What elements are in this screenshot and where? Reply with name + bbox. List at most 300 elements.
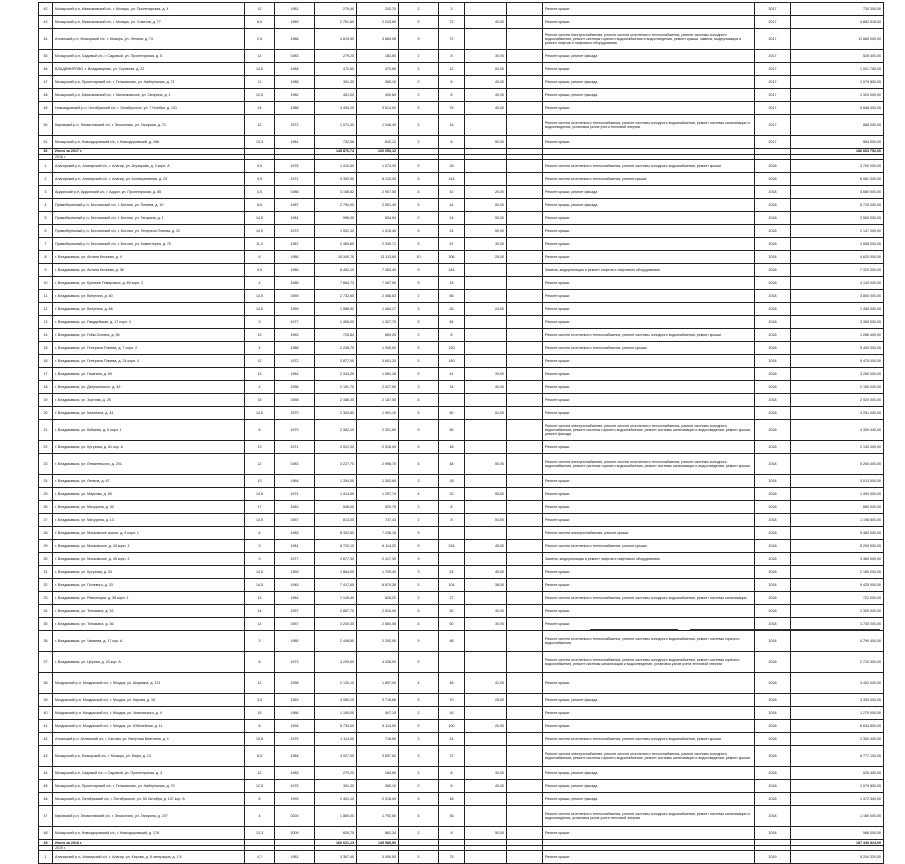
table-row — [39, 303, 884, 316]
cell-number: 39 — [39, 694, 53, 707]
cell-blank — [507, 29, 543, 50]
cell-living-area: 3 660,08 — [357, 29, 399, 50]
cell-floors: 5 — [399, 368, 439, 381]
cell-plan-year: 2018 — [755, 173, 791, 186]
cell-total-area: 3 367,40 — [315, 851, 357, 864]
cell-wear: 8 — [245, 652, 275, 673]
cell-work-type: Ремонт систем отопления и теплоснабжения, ремонт системы холодного водоснабжения, ремонт системы горячего водоснабжения — [543, 631, 755, 652]
cell-year-built: 1972 — [275, 355, 315, 368]
cell-total-area: 1 114,00 — [315, 733, 357, 746]
cell-blank — [507, 631, 543, 652]
cell-year-built: 1975 — [275, 780, 315, 793]
cell-unit-cost: 20,00 — [465, 720, 507, 733]
cell-year-built: 2009 — [275, 827, 315, 840]
cell-apartments: 12 — [439, 63, 465, 76]
cell-number: 6 — [39, 225, 53, 238]
cell-total-area: 4 527,00 — [315, 746, 357, 767]
cell-work-type: Ремонт крыши — [543, 316, 755, 329]
cell-plan-year: 2018 — [755, 793, 791, 806]
cell-wear: 8,5 — [245, 199, 275, 212]
cell-number: 38 — [39, 673, 53, 694]
cell-total-area: 7 417,65 — [315, 579, 357, 592]
cell-cost: 1 160 000,00 — [791, 806, 884, 827]
cell-year-built: 1988 — [275, 342, 315, 355]
cell-total-area: 3 227,70 — [315, 454, 357, 475]
cell-work-type: Ремонт крыши — [543, 355, 755, 368]
cell-wear: 14,5 — [245, 514, 275, 527]
cell-floors: 2 — [399, 767, 439, 780]
cell-blank — [507, 303, 543, 316]
cell-cost: 2 300 000,00 — [791, 605, 884, 618]
cell-floors: 9 — [399, 420, 439, 441]
cell-wear: 12 — [245, 673, 275, 694]
cell-wear: 14,5 — [245, 579, 275, 592]
table-row — [39, 50, 884, 63]
cell-work-type: Замена, модернизация и ремонт лифтов и лифтового оборудования — [543, 264, 755, 277]
cell-work-type: Ремонт крыши — [543, 618, 755, 631]
cell-address: Моздокский р-н, Моздокский с/с, г. Моздок, ул. Юбилейная, д. 11 — [53, 720, 245, 733]
cell-unit-cost — [465, 342, 507, 355]
table-row — [39, 566, 884, 579]
cell-work-type: Ремонт крыши — [543, 605, 755, 618]
cell-floors: 5 — [399, 355, 439, 368]
cell-wear: 12 — [245, 3, 275, 16]
cell-floors: 5 — [399, 407, 439, 420]
cell-work-type: Ремонт крыши, ремонт фасада — [543, 780, 755, 793]
cell-cost: 4 620 000,00 — [791, 251, 884, 264]
cell-total-area: 2 181,70 — [315, 381, 357, 394]
cell-total-area: 1 588,92 — [315, 303, 357, 316]
cell-wear: 14,5 — [245, 488, 275, 501]
cell-blank — [507, 553, 543, 566]
cell-apartments: 8 — [439, 501, 465, 514]
cell-blank — [507, 618, 543, 631]
cell-wear: 3,5 — [245, 186, 275, 199]
cell-living-area: 184,60 — [357, 767, 399, 780]
table-row — [39, 454, 884, 475]
cell-address: Алагирский р-н, Алагирский с/с, г. Алагир, ул. Кирова, д. 8 литерация, д. 1 Б — [53, 851, 245, 864]
cell-address: г. Владикавказ, ул. Леваневского, д. 201 — [53, 454, 245, 475]
cell-year-built: 2003 — [275, 806, 315, 827]
cell-work-type: Ремонт крыши, ремонт фасада — [543, 76, 755, 89]
cell-apartments: 120 — [439, 342, 465, 355]
cell-number: 4 — [39, 199, 53, 212]
cell-wear: 14,5 — [245, 407, 275, 420]
cell-number: 7 — [39, 238, 53, 251]
cell-wear: 14,5 — [245, 212, 275, 225]
cell-blank — [507, 475, 543, 488]
cell-wear: 14,5 — [245, 290, 275, 303]
cell-address: Мозырский р-н, Садовый с/с, г. Садовый, ул. Пролетарская, д. 3 — [53, 767, 245, 780]
cell-number: 47 — [39, 76, 53, 89]
cell-address: г. Владикавказ, ул. Ватутина, д. 68 — [53, 303, 245, 316]
cell-unit-cost: 50,00 — [465, 454, 507, 475]
cell-wear: 3 — [245, 631, 275, 652]
cell-cost: 2 165 000,00 — [791, 566, 884, 579]
cell-number: 43 — [39, 16, 53, 29]
cell-apartments: 48 — [439, 454, 465, 475]
cell-living-area: 1 709,40 — [357, 566, 399, 579]
cell-apartments: 100 — [439, 720, 465, 733]
cell-number: 22 — [39, 441, 53, 454]
cell-apartments: 18 — [439, 277, 465, 290]
cell-floors: 9 — [399, 29, 439, 50]
table-row — [39, 29, 884, 50]
table-row — [39, 652, 884, 673]
cell-address: г. Владикавказ, ул. Зортова, д. 25 — [53, 394, 245, 407]
cell-cost: 4 140 000,00 — [791, 277, 884, 290]
cell-address: Моздокский р-н, Моздокский с/с, г. Моздок, ул. Шаумяна, д. 121 — [53, 673, 245, 694]
cell-cost: 11 680 000,00 — [791, 29, 884, 50]
cell-wear: 12 — [245, 767, 275, 780]
cell-address: Итого за 2018 г. — [53, 840, 245, 846]
cell-floors: 5 — [399, 394, 439, 407]
cell-total-area: 3 494,20 — [315, 102, 357, 115]
cell-wear: 14,5 — [245, 225, 275, 238]
cell-address: 2018 г. — [53, 155, 245, 160]
cell-address: Атланский р-н, Мозырский с/с, г. Мозырь, ул. Ленина, д. 74 — [53, 29, 245, 50]
cell-wear: 8 — [245, 720, 275, 733]
cell-floors: 5 — [399, 225, 439, 238]
cell-year-built: 1983 — [275, 527, 315, 540]
cell-floors: 2 — [399, 136, 439, 149]
cell-total-area: 2 238,70 — [315, 342, 357, 355]
cell-blank — [507, 827, 543, 840]
cell-total-area: 4 619,50 — [315, 29, 357, 50]
cell-wear: 3 — [245, 540, 275, 553]
cell-living-area: 626,20 — [357, 592, 399, 605]
table-row — [39, 527, 884, 540]
table-row — [39, 290, 884, 303]
cell-address: г. Владикавказ, ул. Гейко Бонита, д. 36 — [53, 329, 245, 342]
table-row — [39, 212, 884, 225]
cell-total-area: 813,30 — [315, 514, 357, 527]
register-sheet — [38, 2, 883, 864]
cell-work-type: Ремонт крыши — [543, 501, 755, 514]
table-row — [39, 238, 884, 251]
table-row — [39, 806, 884, 827]
cell-year-built: 1982 — [275, 501, 315, 514]
cell-address: г. Владикавказ, ул. Кутузова, д. 53 — [53, 566, 245, 579]
cell-living-area: 8 120,30 — [357, 173, 399, 186]
table-row — [39, 381, 884, 394]
cell-total-area: 279,20 — [315, 50, 357, 63]
cell-plan-year: 2018 — [755, 475, 791, 488]
cell-floors: 5 — [399, 173, 439, 186]
cell-unit-cost: 53,00 — [465, 63, 507, 76]
cell-cost: 5 264 400,00 — [791, 454, 884, 475]
cell-number: 44 — [39, 767, 53, 780]
cell-work-type: Ремонт систем электроснабжения, ремонт систем отопления и теплоснабжения, ремонт системы холодного водоснабжения, ремонт системы горячего водоснабжения, ремонт системы канализации и водоотведения, ремонт крыши — [543, 746, 755, 767]
cell-year-built: 1987 — [275, 238, 315, 251]
cell-work-type: Ремонт систем отопления и теплоснабжения, ремонт системы холодного водоснабжения, ремонт крыши — [543, 160, 755, 173]
cell-year-built: 1986 — [275, 186, 315, 199]
cell-number: 36 — [39, 631, 53, 652]
cell-number: 1 — [39, 160, 53, 173]
cell-living-area: 365,10 — [357, 780, 399, 793]
cell-year-built: 1959 — [275, 303, 315, 316]
cell-wear: 4,5 — [245, 160, 275, 173]
cell-number: 51 — [39, 136, 53, 149]
cell-plan-year: 2018 — [755, 394, 791, 407]
cell-apartments: 44 — [439, 199, 465, 212]
cell-wear: 4,5 — [245, 264, 275, 277]
cell-wear: 15 — [245, 394, 275, 407]
cell-living-area: 2 243,60 — [357, 16, 399, 29]
cell-plan-year: 2017 — [755, 3, 791, 16]
cell-year-built: 1981 — [275, 3, 315, 16]
cell-total-area: 3 205,30 — [315, 618, 357, 631]
cell-floors: 2 — [399, 514, 439, 527]
cell-year-built: 1957 — [275, 605, 315, 618]
cell-address: Моздокский р-н, Моздокский с/с, г. Моздок, ул. Кирова, д. 16 — [53, 694, 245, 707]
cell-wear: 13,3 — [245, 136, 275, 149]
cell-blank — [507, 199, 543, 212]
cell-plan-year: 2018 — [755, 631, 791, 652]
cell-plan-year: 2017 — [755, 89, 791, 102]
table-row — [39, 605, 884, 618]
cell-floors: 5 — [399, 694, 439, 707]
cell-blank — [507, 115, 543, 136]
cell-cost: 1 198 800,00 — [791, 514, 884, 527]
cell-address: г. Владикавказ, ул. Тельмана, д. 33 — [53, 605, 245, 618]
table-row — [39, 394, 884, 407]
cell-number: 41 — [39, 720, 53, 733]
cell-plan-year: 2018 — [755, 806, 791, 827]
cell-year-built: 1994 — [275, 720, 315, 733]
cell-total-area: 2 761,60 — [315, 16, 357, 29]
cell-cost: 680 000,00 — [791, 501, 884, 514]
cell-plan-year: 2018 — [755, 827, 791, 840]
cell-cost: 3 280 000,00 — [791, 368, 884, 381]
cell-cost: 9 425 000,00 — [791, 579, 884, 592]
cell-apartments: 72 — [439, 746, 465, 767]
cell-living-area: 1 302,60 — [357, 475, 399, 488]
cell-work-type: Ремонт крыши, ремонт фасада — [543, 89, 755, 102]
cell-address: г. Владикавказ, ул. Братьев Темировых, д. 69 корп. 2 — [53, 277, 245, 290]
table-row — [39, 277, 884, 290]
cell-total-area: 279,40 — [315, 3, 357, 16]
cell-total-area: 2 446,60 — [315, 631, 357, 652]
cell-work-type: Ремонт крыши, ремонт фасада — [543, 186, 755, 199]
table-row — [39, 475, 884, 488]
footer-line-right — [690, 629, 880, 630]
cell-apartments: 216 — [439, 540, 465, 553]
cell-number: 37 — [39, 652, 53, 673]
cell-apartments — [439, 553, 465, 566]
cell-unit-cost: 38,00 — [465, 579, 507, 592]
table-row — [39, 746, 884, 767]
cell-work-type: Ремонт систем электроснабжения, ремонт систем отопления и теплоснабжения, ремонт системы холодного водоснабжения, ремонт системы горячего водоснабжения, ремонт системы канализации и водоотведения, ремонт крыши — [543, 454, 755, 475]
cell-total-area: 1 406,00 — [315, 316, 357, 329]
cell-total-area: 996,05 — [315, 212, 357, 225]
cell-cost: 4 680 000,00 — [791, 186, 884, 199]
cell-year-built: 1972 — [275, 115, 315, 136]
cell-total-area: 1 150,00 — [315, 707, 357, 720]
cell-apartments: 48 — [439, 441, 465, 454]
cell-floors: 10 — [399, 251, 439, 264]
cell-unit-cost: 20,00 — [465, 186, 507, 199]
cell-living-area: 1 327,70 — [357, 316, 399, 329]
cell-year-built: 1957 — [275, 514, 315, 527]
cell-unit-cost: 25,00 — [465, 251, 507, 264]
cell-apartments: 144 — [439, 264, 465, 277]
cell-living-area: 2 417,30 — [357, 553, 399, 566]
cell-unit-cost — [465, 733, 507, 746]
cell-apartments: 14 — [439, 212, 465, 225]
cell-work-type: Ремонт систем отопления и теплоснабжения, ремонт крыши — [543, 540, 755, 553]
cell-year-built: 1993 — [275, 793, 315, 806]
cell-wear: 11,3 — [245, 238, 275, 251]
cell-total-area: 1 051,30 — [315, 225, 357, 238]
cell-number: 29 — [39, 540, 53, 553]
cell-blank — [507, 652, 543, 673]
cell-living-area: 7 238,15 — [357, 527, 399, 540]
cell-living-area: 3 495,50 — [357, 851, 399, 864]
cell-floors: 5 — [399, 720, 439, 733]
cell-plan-year: 2018 — [755, 199, 791, 212]
cell-apartments: 8 — [439, 827, 465, 840]
cell-cost: 888 000,00 — [791, 115, 884, 136]
cell-total-area: 2 790,00 — [315, 199, 357, 212]
cell-living-area: 1 015,40 — [357, 225, 399, 238]
cell-number: 14 — [39, 329, 53, 342]
cell-work-type: Ремонт крыши — [543, 475, 755, 488]
cell-wear: 14 — [245, 50, 275, 63]
cell-plan-year: 2018 — [755, 707, 791, 720]
table-row — [39, 329, 884, 342]
table-row — [39, 16, 884, 29]
cell-work-type: Ремонт крыши — [543, 102, 755, 115]
cell-total-area: 2 300,80 — [315, 407, 357, 420]
cell-year-built: 1962 — [275, 592, 315, 605]
cell-cost: 1 490 000,00 — [791, 488, 884, 501]
cell-wear: 4 — [245, 342, 275, 355]
cell-work-type: Ремонт систем отопления и теплоснабжения, ремонт крыши — [543, 173, 755, 186]
cell-number: 50 — [39, 115, 53, 136]
cell-work-type: Ремонт крыши — [543, 290, 755, 303]
cell-blank — [507, 673, 543, 694]
cell-cost: 1 450 000,00 — [791, 303, 884, 316]
cell-work-type: Ремонт крыши, ремонт фасада — [543, 50, 755, 63]
cell-work-type: Ремонт крыши — [543, 63, 755, 76]
table-row — [39, 514, 884, 527]
cell-blank — [507, 767, 543, 780]
table-body — [39, 3, 884, 864]
cell-cost: 4 251 000,00 — [791, 407, 884, 420]
cell-unit-cost: 30,00 — [465, 767, 507, 780]
cell-wear: 12 — [245, 355, 275, 368]
cell-address: г. Владикавказ, ул. Полевого, д. 33 — [53, 579, 245, 592]
cell-living-area: 1 792,60 — [357, 806, 399, 827]
cell-floors: 5 — [399, 160, 439, 173]
cell-year-built: 1969 — [275, 16, 315, 29]
cell-apartments: 27 — [439, 592, 465, 605]
cell-apartments: 70 — [439, 694, 465, 707]
cell-apartments: 3 — [439, 3, 465, 16]
cell-number: 5 — [39, 212, 53, 225]
cell-cost: 1 079 800,00 — [791, 76, 884, 89]
cell-living-area: 862,34 — [357, 827, 399, 840]
cell-number: 46 — [39, 63, 53, 76]
cell-year-built: 1970 — [275, 407, 315, 420]
cell-unit-cost: 40,00 — [465, 102, 507, 115]
cell-work-type: Ремонт крыши — [543, 579, 755, 592]
cell-total-area: 732,06 — [315, 136, 357, 149]
cell-year-built: 1984 — [275, 63, 315, 76]
cell-year-built: 1957 — [275, 618, 315, 631]
cell-living-area: 2 510,00 — [357, 605, 399, 618]
cell-living-area: 6 874,26 — [357, 579, 399, 592]
cell-unit-cost: 30,00 — [465, 605, 507, 618]
cell-total-area: 725,84 — [315, 329, 357, 342]
cell-cost: 526 400,00 — [791, 767, 884, 780]
cell-number: 45 — [39, 50, 53, 63]
cell-unit-cost — [465, 264, 507, 277]
cell-cost: 5 848 400,00 — [791, 102, 884, 115]
cell-number: 8 — [39, 251, 53, 264]
cell-total-area: 4 080,10 — [315, 694, 357, 707]
cell-floors: 2 — [399, 89, 439, 102]
cell-apartments: 8 — [439, 514, 465, 527]
cell-plan-year: 2018 — [755, 579, 791, 592]
cell-unit-cost — [465, 501, 507, 514]
cell-total-area: 2 130,10 — [315, 673, 357, 694]
cell-apartments: 24 — [439, 733, 465, 746]
cell-work-type: Ремонт крыши — [543, 673, 755, 694]
cell-total-area: 391,30 — [315, 780, 357, 793]
cell-number: 33 — [39, 592, 53, 605]
cell-total-area: 1 880,00 — [315, 806, 357, 827]
cell-number: 20 — [39, 407, 53, 420]
cell-work-type: Ремонт крыши — [543, 720, 755, 733]
cell-unit-cost — [465, 316, 507, 329]
cell-cost: 4 882 518,00 — [791, 16, 884, 29]
cell-unit-cost — [465, 806, 507, 827]
cell-number: 27 — [39, 514, 53, 527]
cell-living-area: 1 484,17 — [357, 303, 399, 316]
cell-blank — [507, 780, 543, 793]
cell-wear: 13 — [245, 592, 275, 605]
table-row — [39, 673, 884, 694]
cell-address: г. Владикавказ, ул. Церная, д. 20 кор. А — [53, 652, 245, 673]
cell-floors: 4 — [399, 673, 439, 694]
cell-floors: 5 — [399, 454, 439, 475]
cell-unit-cost — [465, 851, 507, 864]
cell-plan-year: 2018 — [755, 420, 791, 441]
cell-unit-cost: 50,00 — [465, 212, 507, 225]
cell-unit-cost — [465, 290, 507, 303]
cell-address: г. Владикавказ, ул. Гизагина, д. 69 — [53, 368, 245, 381]
cell-apartments: 306 — [439, 251, 465, 264]
cell-blank — [507, 186, 543, 199]
cell-living-area: 2 884,06 — [357, 618, 399, 631]
cell-year-built: 1973 — [275, 225, 315, 238]
cell-wear: 14,5 — [245, 303, 275, 316]
cell-living-area: 1 940,00 — [357, 342, 399, 355]
table-row — [39, 63, 884, 76]
cell-apartments: 56 — [439, 290, 465, 303]
cell-cost: 6 634 800,00 — [791, 720, 884, 733]
cell-number: 35 — [39, 618, 53, 631]
cell-work-type: Ремонт систем отопления и теплоснабжения, ремонт системы холодного водоснабжения, ремонт системы канализации и водоотведения, установка узлов учета тепловой энергии — [543, 115, 755, 136]
cell-cost: 584 000,00 — [791, 136, 884, 149]
cell-address: г. Владикавказ, ул. Чапаева, д. 17 кор. А — [53, 631, 245, 652]
cell-wear: 12,5 — [245, 89, 275, 102]
table-row — [39, 631, 884, 652]
cell-apartments: 8 — [439, 329, 465, 342]
cell-plan-year: 2018 — [755, 514, 791, 527]
